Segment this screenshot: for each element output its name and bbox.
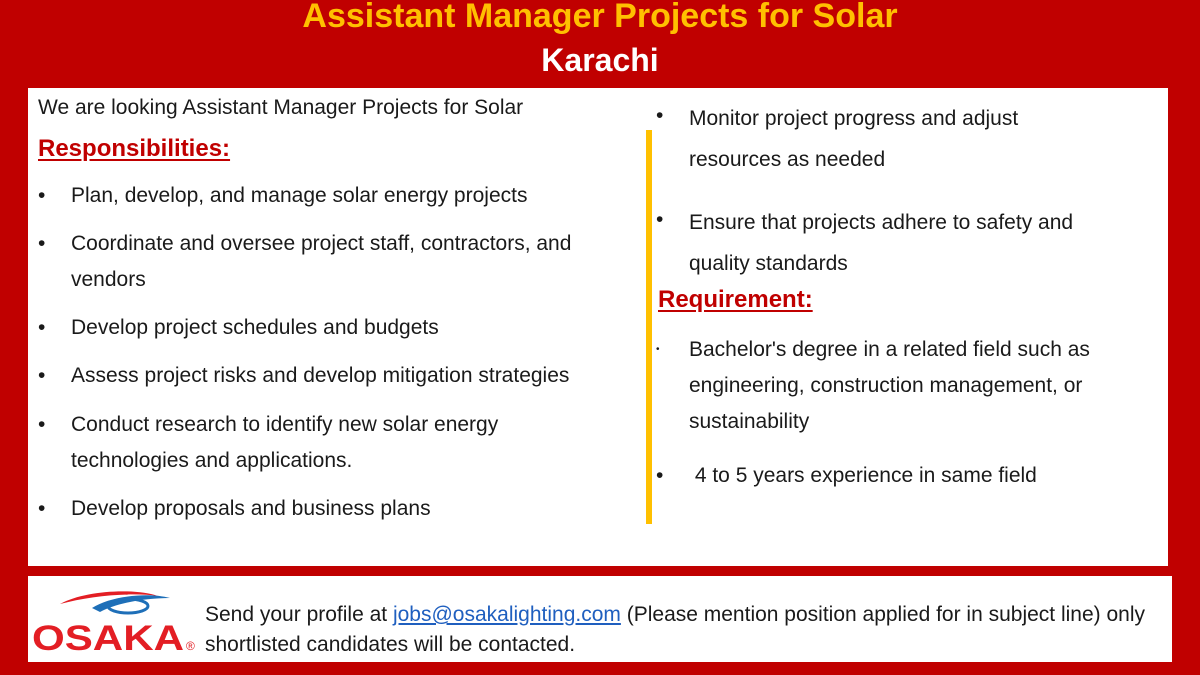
bullet-icon: • <box>656 464 664 487</box>
bullet-icon: • <box>38 184 46 207</box>
column-divider <box>646 130 652 524</box>
responsibility-text: Conduct research to identify new solar energy technologies and applications. <box>71 413 499 472</box>
requirement-text: Bachelor's degree in a related field such as engineering, construction management, or sustainability <box>689 338 1090 433</box>
bullet-icon: • <box>656 104 664 127</box>
bullet-icon: • <box>38 497 46 520</box>
footer-text-before: Send your profile at <box>205 603 393 626</box>
responsibility-text: Ensure that projects adhere to safety and quality standards <box>689 211 1074 275</box>
responsibility-text: Develop project schedules and budgets <box>71 316 439 339</box>
requirement-text: 4 to 5 years experience in same field <box>689 464 1037 487</box>
responsibility-text: Develop proposals and business plans <box>71 497 431 520</box>
job-description-panel <box>28 88 1168 566</box>
bullet-icon: • <box>38 316 46 339</box>
osaka-logo <box>30 584 200 656</box>
bullet-icon: • <box>656 344 660 355</box>
bullet-icon: • <box>38 364 46 387</box>
bullet-icon: • <box>38 232 46 255</box>
email-link[interactable]: jobs@osakalighting.com <box>392 603 621 626</box>
responsibility-text: Assess project risks and develop mitigation strategies <box>71 364 570 387</box>
footer-text-after: (Please mention position applied for in subject line) only shortlisted candidates will be contacted. <box>205 603 1146 656</box>
application-instructions <box>205 600 1165 660</box>
bullet-icon: • <box>656 208 664 231</box>
job-location: Karachi <box>541 42 659 78</box>
intro-text: We are looking Assistant Manager Projects for Solar <box>38 96 524 119</box>
responsibility-text: Plan, develop, and manage solar energy projects <box>71 184 528 207</box>
responsibility-text: Coordinate and oversee project staff, contractors, and vendors <box>71 232 572 291</box>
footer-panel <box>28 576 1172 662</box>
responsibility-text: Monitor project progress and adjust resources as needed <box>689 107 1019 171</box>
responsibilities-heading: Responsibilities: <box>38 135 231 162</box>
bullet-icon: • <box>38 413 46 436</box>
job-title: Assistant Manager Projects for Solar <box>302 0 898 35</box>
requirement-heading: Requirement: <box>658 286 813 313</box>
logo-registered-mark: ® <box>186 639 195 653</box>
logo-wordmark: OSAKA <box>32 619 184 656</box>
